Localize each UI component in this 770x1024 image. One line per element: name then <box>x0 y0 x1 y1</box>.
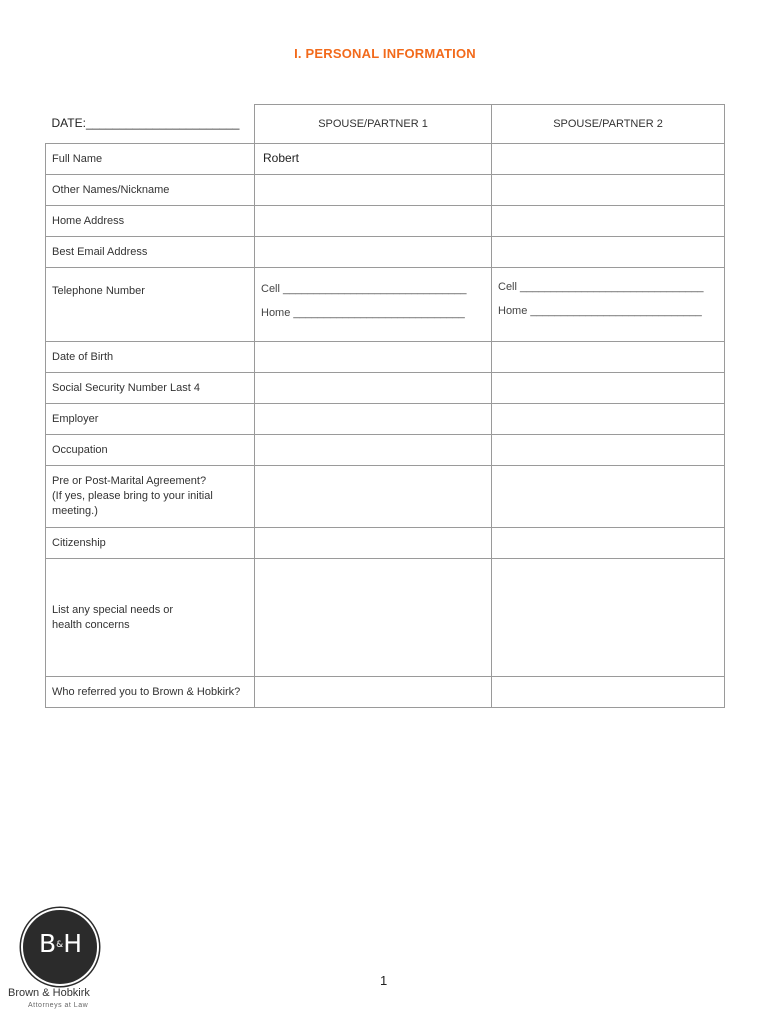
agreement-label-line2: (If yes, please bring to your initial <box>52 490 213 502</box>
row-label-home-address: Home Address <box>46 206 255 237</box>
logo-monogram <box>23 929 97 958</box>
header-row <box>46 105 725 144</box>
personal-info-table <box>45 104 725 708</box>
special-needs-label-line2: health concerns <box>52 618 130 631</box>
table-row <box>46 466 725 528</box>
dob-spouse2-field[interactable] <box>492 342 725 373</box>
home-address-spouse1-field[interactable] <box>255 206 492 237</box>
other-names-spouse1-field[interactable] <box>255 175 492 206</box>
row-label-full-name: Full Name <box>46 144 255 175</box>
row-label-other-names: Other Names/Nickname <box>46 175 255 206</box>
dob-spouse1-field[interactable] <box>255 342 492 373</box>
logo-firm-name: Brown & Hobkirk <box>8 987 90 999</box>
table-row <box>46 342 725 373</box>
cell-phone-line[interactable]: Cell ______________________________ <box>498 281 704 293</box>
logo-emblem <box>21 908 99 986</box>
agreement-label-line1: Pre or Post-Marital Agreement? <box>52 475 207 487</box>
special-needs-spouse2-field[interactable] <box>492 559 725 677</box>
row-label-referral: Who referred you to Brown & Hobkirk? <box>46 677 255 708</box>
referral-spouse2-field[interactable] <box>492 677 725 708</box>
table-row <box>46 435 725 466</box>
cell-phone-line[interactable]: Cell ______________________________ <box>261 283 467 295</box>
column-header-spouse1: SPOUSE/PARTNER 1 <box>255 105 492 144</box>
row-label-ssn: Social Security Number Last 4 <box>46 373 255 404</box>
ssn-spouse2-field[interactable] <box>492 373 725 404</box>
citizenship-spouse2-field[interactable] <box>492 528 725 559</box>
special-needs-spouse1-field[interactable] <box>255 559 492 677</box>
table-row <box>46 206 725 237</box>
full-name-spouse2-field[interactable] <box>492 144 725 175</box>
logo-ampersand: & <box>56 940 63 950</box>
occupation-spouse2-field[interactable] <box>492 435 725 466</box>
table-row <box>46 528 725 559</box>
table-row <box>46 268 725 342</box>
table-row <box>46 677 725 708</box>
telephone-spouse2-field[interactable] <box>492 268 725 342</box>
email-spouse1-field[interactable] <box>255 237 492 268</box>
table-row <box>46 373 725 404</box>
table-row <box>46 559 725 677</box>
date-label: DATE:_______________________ <box>51 115 240 130</box>
row-label-citizenship: Citizenship <box>46 528 255 559</box>
logo-letter-h: H <box>63 929 81 958</box>
occupation-spouse1-field[interactable] <box>255 435 492 466</box>
column-header-spouse2: SPOUSE/PARTNER 2 <box>492 105 725 144</box>
email-spouse2-field[interactable] <box>492 237 725 268</box>
home-address-spouse2-field[interactable] <box>492 206 725 237</box>
home-phone-line[interactable]: Home ____________________________ <box>261 307 465 319</box>
table-row <box>46 175 725 206</box>
telephone-spouse1-field[interactable] <box>255 268 492 342</box>
row-label-email: Best Email Address <box>46 237 255 268</box>
referral-spouse1-field[interactable] <box>255 677 492 708</box>
date-cell[interactable] <box>46 105 255 144</box>
agreement-label-line3: meeting.) <box>52 505 98 517</box>
row-label-agreement <box>46 466 255 528</box>
citizenship-spouse1-field[interactable] <box>255 528 492 559</box>
table-row <box>46 144 725 175</box>
row-label-dob: Date of Birth <box>46 342 255 373</box>
row-label-special-needs <box>46 559 255 677</box>
row-label-telephone: Telephone Number <box>46 268 255 342</box>
table-row <box>46 404 725 435</box>
special-needs-label-line1: List any special needs or <box>52 603 174 616</box>
row-label-occupation: Occupation <box>46 435 255 466</box>
full-name-spouse1-value: Robert <box>263 151 300 165</box>
row-label-employer: Employer <box>46 404 255 435</box>
ssn-spouse1-field[interactable] <box>255 373 492 404</box>
employer-spouse2-field[interactable] <box>492 404 725 435</box>
agreement-spouse2-field[interactable] <box>492 466 725 528</box>
home-phone-line[interactable]: Home ____________________________ <box>498 305 702 317</box>
table-row <box>46 237 725 268</box>
employer-spouse1-field[interactable] <box>255 404 492 435</box>
page-number: 1 <box>380 973 388 988</box>
section-title: I. PERSONAL INFORMATION <box>294 46 476 61</box>
other-names-spouse2-field[interactable] <box>492 175 725 206</box>
full-name-spouse1-field[interactable] <box>255 144 492 175</box>
logo-subtitle: Attorneys at Law <box>28 1002 89 1009</box>
logo-letter-b: B <box>39 929 56 958</box>
agreement-spouse1-field[interactable] <box>255 466 492 528</box>
